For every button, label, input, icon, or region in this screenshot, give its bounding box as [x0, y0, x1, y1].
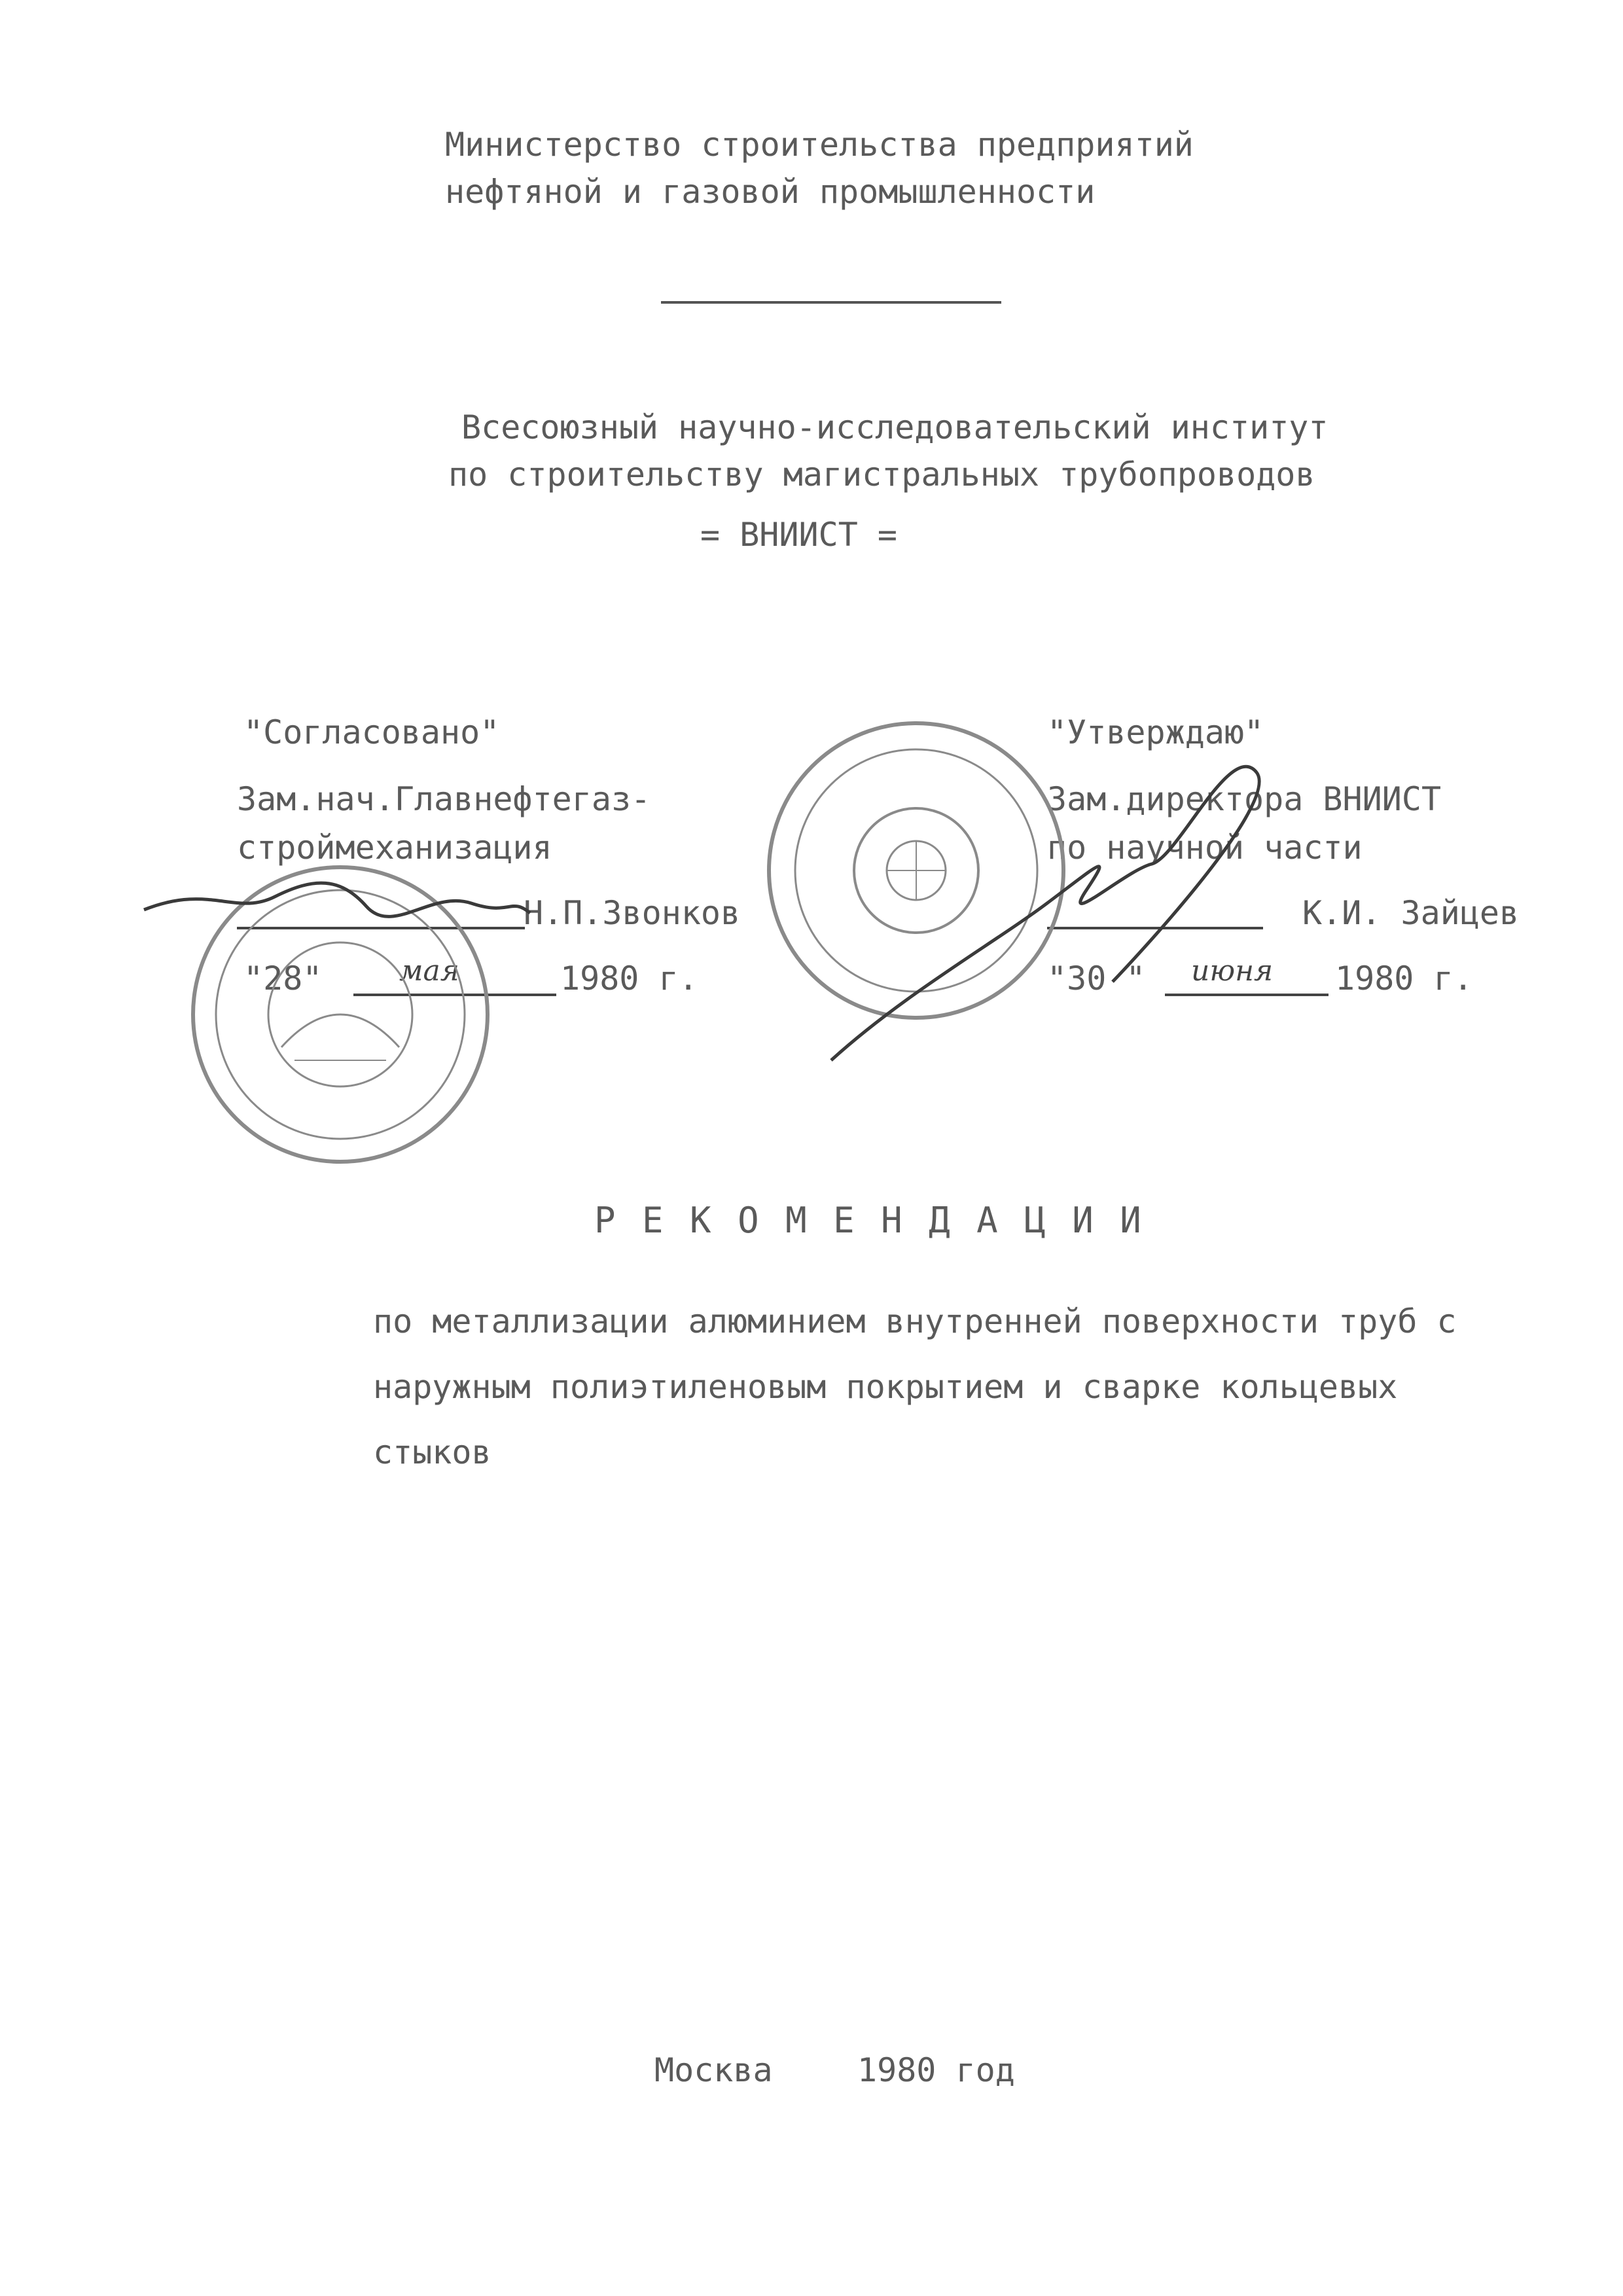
institute-line-2: по строительству магистральных трубопроводов: [448, 456, 1315, 493]
approval-right-date-year: 1980 г.: [1335, 960, 1473, 997]
approval-right-heading: "Утверждаю": [1047, 713, 1264, 751]
approval-right-date-day: "30 ": [1047, 960, 1146, 997]
right-round-stamp: [769, 723, 1063, 1018]
subject-line-2: наружным полиэтиленовым покрытием и сварке кольцевых: [373, 1368, 1398, 1406]
approval-left-date-month: мая: [399, 954, 459, 988]
footer-city: Москва: [654, 2051, 773, 2089]
approval-left-date-day: "28": [243, 960, 323, 997]
institute-line-1: Всесоюзный научно-исследовательский институт: [461, 408, 1329, 446]
subject-line-3: стыков: [373, 1433, 491, 1471]
approval-left-heading: "Согласовано": [243, 713, 500, 751]
left-signature-scribble: [144, 883, 530, 916]
approval-right-position-2: по научной части: [1047, 829, 1363, 867]
approval-left-position-2: строймеханизация: [237, 829, 552, 867]
approval-left-position-1: Зам.нач.Главнефтегаз-: [237, 780, 651, 818]
document-title: Р Е К О М Е Н Д А Ц И И: [594, 1200, 1144, 1241]
footer-year: 1980 год: [857, 2051, 1015, 2089]
ministry-line-1: Министерство строительства предприятий: [445, 126, 1194, 164]
left-round-stamp: [193, 867, 488, 1162]
subject-line-1: по металлизации алюминием внутренней поверхности труб с: [373, 1302, 1457, 1340]
approval-right-date-month: июня: [1191, 954, 1274, 988]
approval-left-date-year: 1980 г.: [560, 960, 698, 997]
approval-right-signer: К.И. Зайцев: [1302, 894, 1520, 932]
approval-left-signer: Н.П.Звонков: [524, 894, 741, 932]
approval-right-position-1: Зам.директора ВНИИСТ: [1047, 780, 1442, 818]
ministry-line-2: нефтяной и газовой промышленности: [445, 173, 1096, 211]
institute-abbreviation: = ВНИИСТ =: [700, 516, 898, 554]
